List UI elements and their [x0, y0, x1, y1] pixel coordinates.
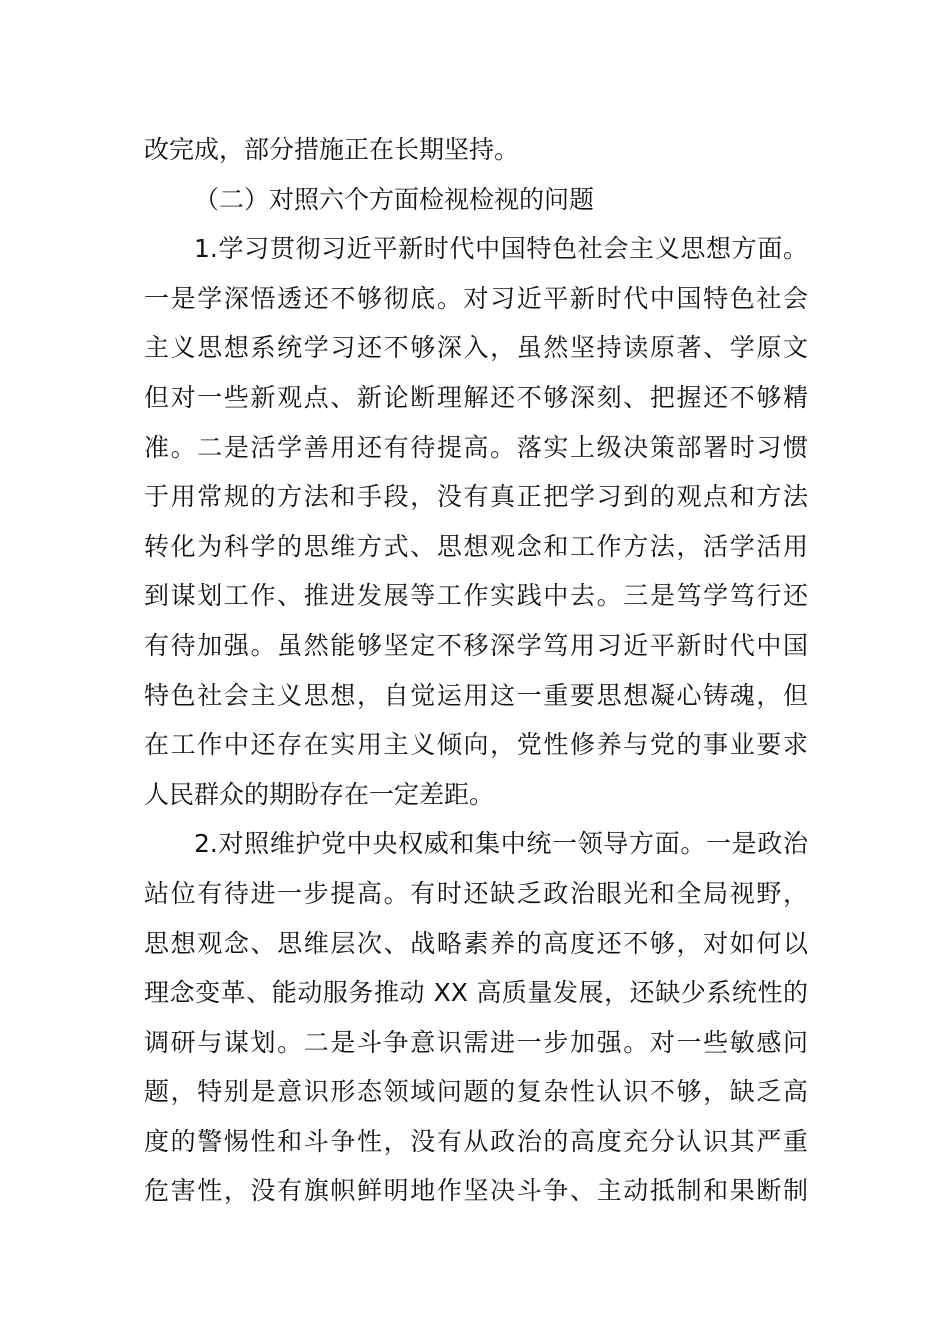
- section-heading: （二）对照六个方面检视检视的问题: [194, 184, 595, 214]
- paragraph-line: 转化为科学的思维方式、思想观念和工作方法，活学活用: [144, 531, 808, 561]
- document-body: [144, 125, 808, 1216]
- paragraph-line: 思想观念、思维层次、战略素养的高度还不够，对如何以: [144, 928, 808, 958]
- paragraph-line: 一是学深悟透还不够彻底。对习近平新时代中国特色社会: [144, 283, 808, 313]
- paragraph-line: 到谋划工作、推进发展等工作实践中去。三是笃学笃行还: [144, 581, 808, 611]
- paragraph-line: 2.对照维护党中央权威和集中统一领导方面。一是政治: [194, 829, 808, 859]
- paragraph-line: 理念变革、能动服务推动 XX 高质量发展，还缺少系统性的: [144, 978, 808, 1008]
- paragraph-line: 准。二是活学善用还有待提高。落实上级决策部署时习惯: [144, 432, 808, 462]
- paragraph-line: 有待加强。虽然能够坚定不移深学笃用习近平新时代中国: [144, 630, 808, 660]
- paragraph-line: 题，特别是意识形态领域问题的复杂性认识不够，缺乏高: [144, 1077, 808, 1107]
- paragraph-line: 1.学习贯彻习近平新时代中国特色社会主义思想方面。: [194, 234, 808, 264]
- paragraph-line: 改完成，部分措施正在长期坚持。: [144, 135, 520, 164]
- paragraph-line: 人民群众的期盼存在一定差距。: [144, 779, 495, 809]
- paragraph-line: 于用常规的方法和手段，没有真正把学习到的观点和方法: [144, 482, 808, 512]
- paragraph-line: 危害性，没有旗帜鲜明地作坚决斗争、主动抵制和果断制: [144, 1176, 808, 1206]
- paragraph-line: 但对一些新观点、新论断理解还不够深刻、把握还不够精: [144, 382, 808, 412]
- paragraph-line: 主义思想系统学习还不够深入，虽然坚持读原著、学原文: [144, 333, 808, 363]
- paragraph-line: 站位有待进一步提高。有时还缺乏政治眼光和全局视野，: [144, 878, 808, 908]
- paragraph-line: 度的警惕性和斗争性，没有从政治的高度充分认识其严重: [144, 1126, 808, 1156]
- paragraph-line: 调研与谋划。二是斗争意识需进一步加强。对一些敏感问: [144, 1027, 808, 1057]
- paragraph-line: 特色社会主义思想，自觉运用这一重要思想凝心铸魂，但: [144, 680, 808, 710]
- paragraph-line: 在工作中还存在实用主义倾向，党性修养与党的事业要求: [144, 730, 808, 760]
